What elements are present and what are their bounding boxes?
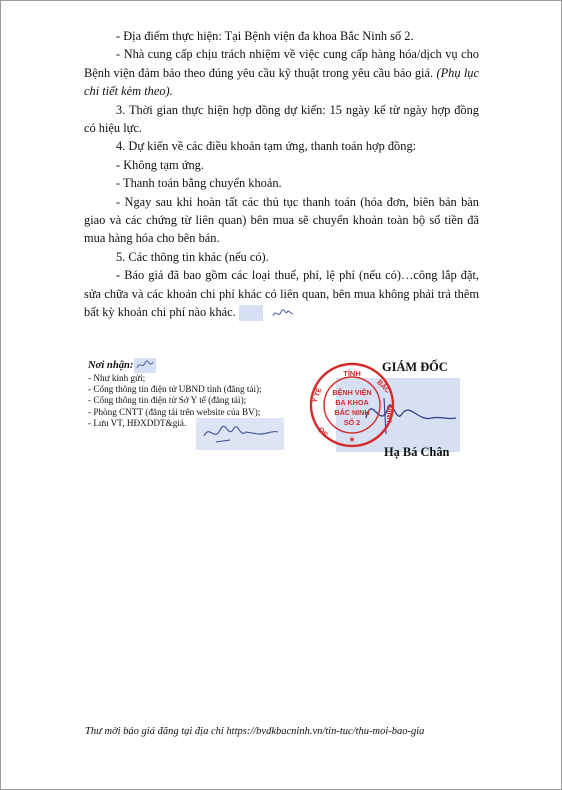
director-name: Hạ Bá Chân	[384, 445, 450, 459]
paragraph-transfer-payment: - Thanh toán bằng chuyển khoản.	[116, 176, 282, 191]
recipients-heading: Nơi nhận:	[88, 358, 298, 373]
paragraph-payment-terms-heading: 4. Dự kiến về các điều khoản tạm ứng, thanh toán hợp đồng:	[116, 139, 417, 154]
supplier-text: - Nhà cung cấp chịu trách nhiệm về việc cung cấp hàng hóa/dịch vụ cho Bệnh viện đảm bảo theo đúng yêu cầu kỹ thuật trong yêu cầu báo giá.	[84, 47, 479, 80]
initials-signature-icon	[239, 305, 263, 321]
paragraph-other-info-heading: 5. Các thông tin khác (nếu có).	[116, 249, 269, 264]
svg-text:★: ★	[348, 435, 356, 444]
recipient-line: - Cổng thông tin điện tử UBND tỉnh (đăng tải);	[88, 384, 262, 395]
recipient-line: - Cổng thông tin điện tử Sở Y tế (đăng tải);	[88, 395, 247, 406]
svg-text:Y TẾ: Y TẾ	[311, 387, 324, 404]
initials-signature-icon	[134, 358, 156, 373]
svg-text:BỆNH VIỆN: BỆNH VIỆN	[332, 388, 372, 397]
svg-text:TỈNH: TỈNH	[343, 369, 361, 378]
svg-text:ĐA KHOA: ĐA KHOA	[335, 398, 369, 407]
handwritten-signature-icon	[196, 418, 284, 450]
svg-text:BẮC: BẮC	[375, 379, 391, 395]
paragraph-location: - Địa điểm thực hiện: Tại Bệnh viện đa khoa Bắc Ninh số 2.	[116, 29, 414, 43]
recipient-line: - Phòng CNTT (đăng tải trên website của BV);	[88, 406, 261, 417]
paragraph-no-advance: - Không tạm ứng.	[116, 157, 204, 172]
svg-text:SỐ 2: SỐ 2	[343, 418, 361, 427]
svg-text:BẮC NINH: BẮC NINH	[334, 408, 370, 417]
svg-text:NINH: NINH	[385, 405, 392, 423]
paragraph-price-inclusions	[84, 266, 479, 321]
director-title: GIÁM ĐỐC	[382, 360, 448, 374]
paragraph-payment-procedure: - Ngay sau khi hoàn tất các thủ tục thanh toán (hóa đơn, biên bản bàn giao và các chứng từ liên quan) bên mua sẽ chuyển khoản toàn bộ số tiền đã mua hàng hóa cho bên bán.	[84, 194, 479, 246]
director-signature-block	[309, 362, 459, 472]
paragraph-supplier-responsibility	[84, 45, 479, 100]
svg-text:SỞ: SỞ	[317, 424, 330, 438]
recipient-line: - Lưu VT, HĐXDDT&giá.	[88, 417, 187, 428]
price-inclusions-text: - Báo giá đã bao gồm các loại thuế, phí, lệ phí (nếu có)…công lắp đặt, sửa chữa và các khoản chi phí khác có liên quan, bên mua không phải trả thêm bất kỳ khoản chi phí nào khác.	[84, 268, 479, 320]
footer-note: Thư mời báo giá đăng tại địa chỉ https://bvdkbacninh.vn/tin-tuc/thu-moi-bao-gia	[85, 726, 425, 737]
recipient-line: - Như kính gửi;	[88, 373, 146, 383]
document-body	[84, 27, 479, 322]
paragraph-contract-time: 3. Thời gian thực hiện hợp đồng dự kiến: 15 ngày kể từ ngày hợp đồng có hiệu lực.	[84, 102, 479, 136]
appendix-note: (Phụ lục chi tiết kèm theo).	[84, 65, 479, 99]
